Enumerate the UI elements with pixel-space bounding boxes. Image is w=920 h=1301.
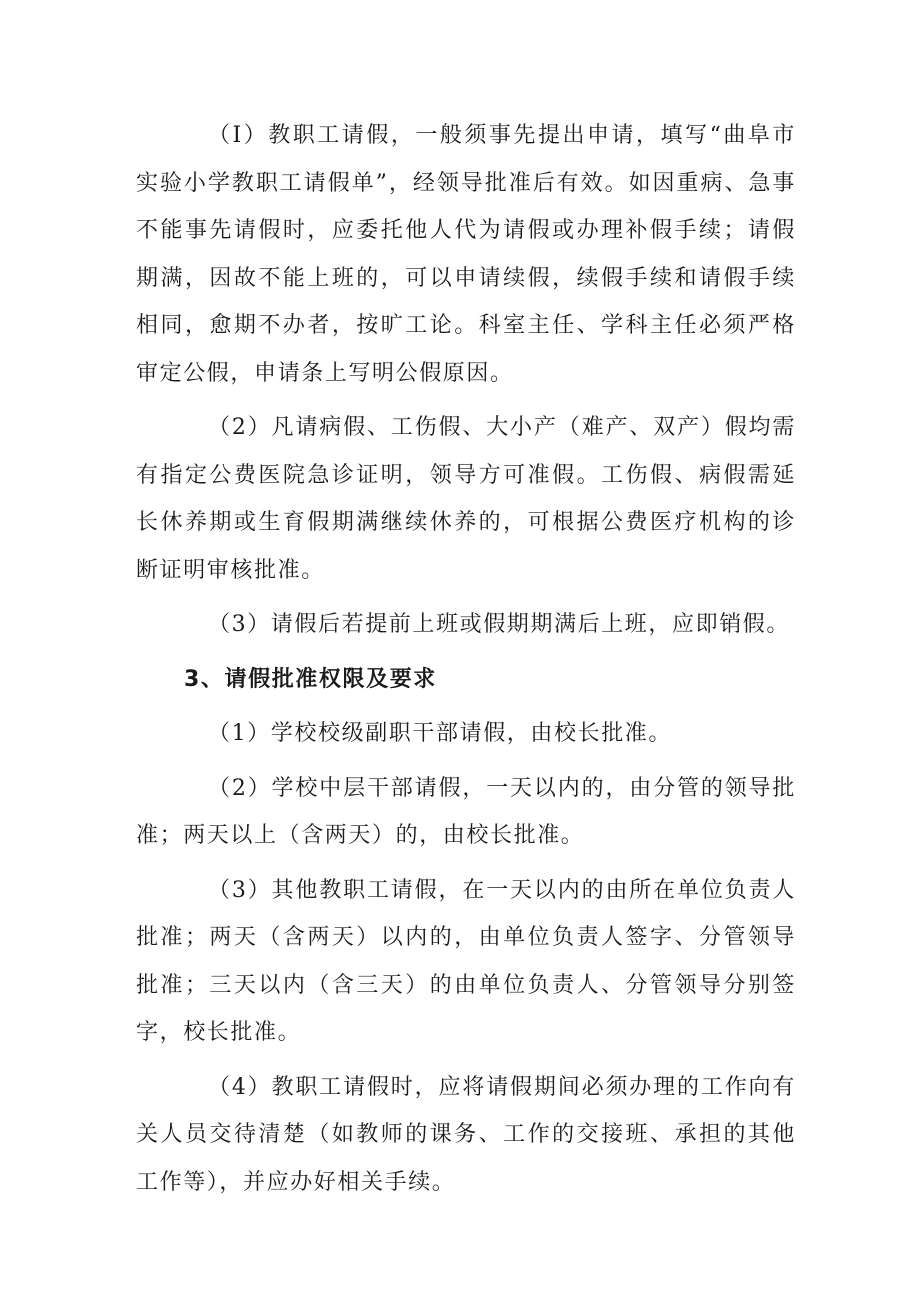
paragraph-other-staff-leave: （3）其他教职工请假，在一天以内的由所在单位负责人批准；两天（含两天）以内的，由单位负责人签字、分管领导批准；三天以内（含三天）的由单位负责人、分管领导分别签字，校长批准。 [136,877,796,1045]
paragraph-leave-application: （I）教职工请假，一般须事先提出申请，填写“曲阜市实验小学教职工请假单”，经领导批准后有效。如因重病、急事不能事先请假时，应委托他人代为请假或办理补假手续；请假期满，因故不能上班的，可以申请续假，续假手续和请假手续相同，愈期不办者，按旷工论。科室主任、学科主任必须严格审定公假，申请条上写明公假原因。 [136,123,796,386]
paragraph-handover-duties: （4）教职工请假时，应将请假期间必须办理的工作向有关人员交待清楚（如教师的课务、工作的交接班、承担的其他工作等），并应办好相关手续。 [136,1074,796,1195]
paragraph-middle-cadre-leave: （2）学校中层干部请假，一天以内的，由分管的领导批准；两天以上（含两天）的，由校长批准。 [136,775,796,848]
paragraph-cancel-leave: （3）请假后若提前上班或假期期满后上班，应即销假。 [208,612,790,637]
paragraph-sick-leave-certificate: （2）凡请病假、工伤假、大小产（难产、双产）假均需有指定公费医院急诊证明，领导方可准假。工伤假、病假需延长休养期或生育假期满继续休养的，可根据公费医疗机构的诊断证明审核批准。 [136,415,796,583]
section-heading-approval-authority: 3、请假批准权限及要求 [184,666,437,692]
document-body [136,112,796,1213]
paragraph-deputy-leave: （1）学校校级副职干部请假，由校长批准。 [208,721,672,746]
